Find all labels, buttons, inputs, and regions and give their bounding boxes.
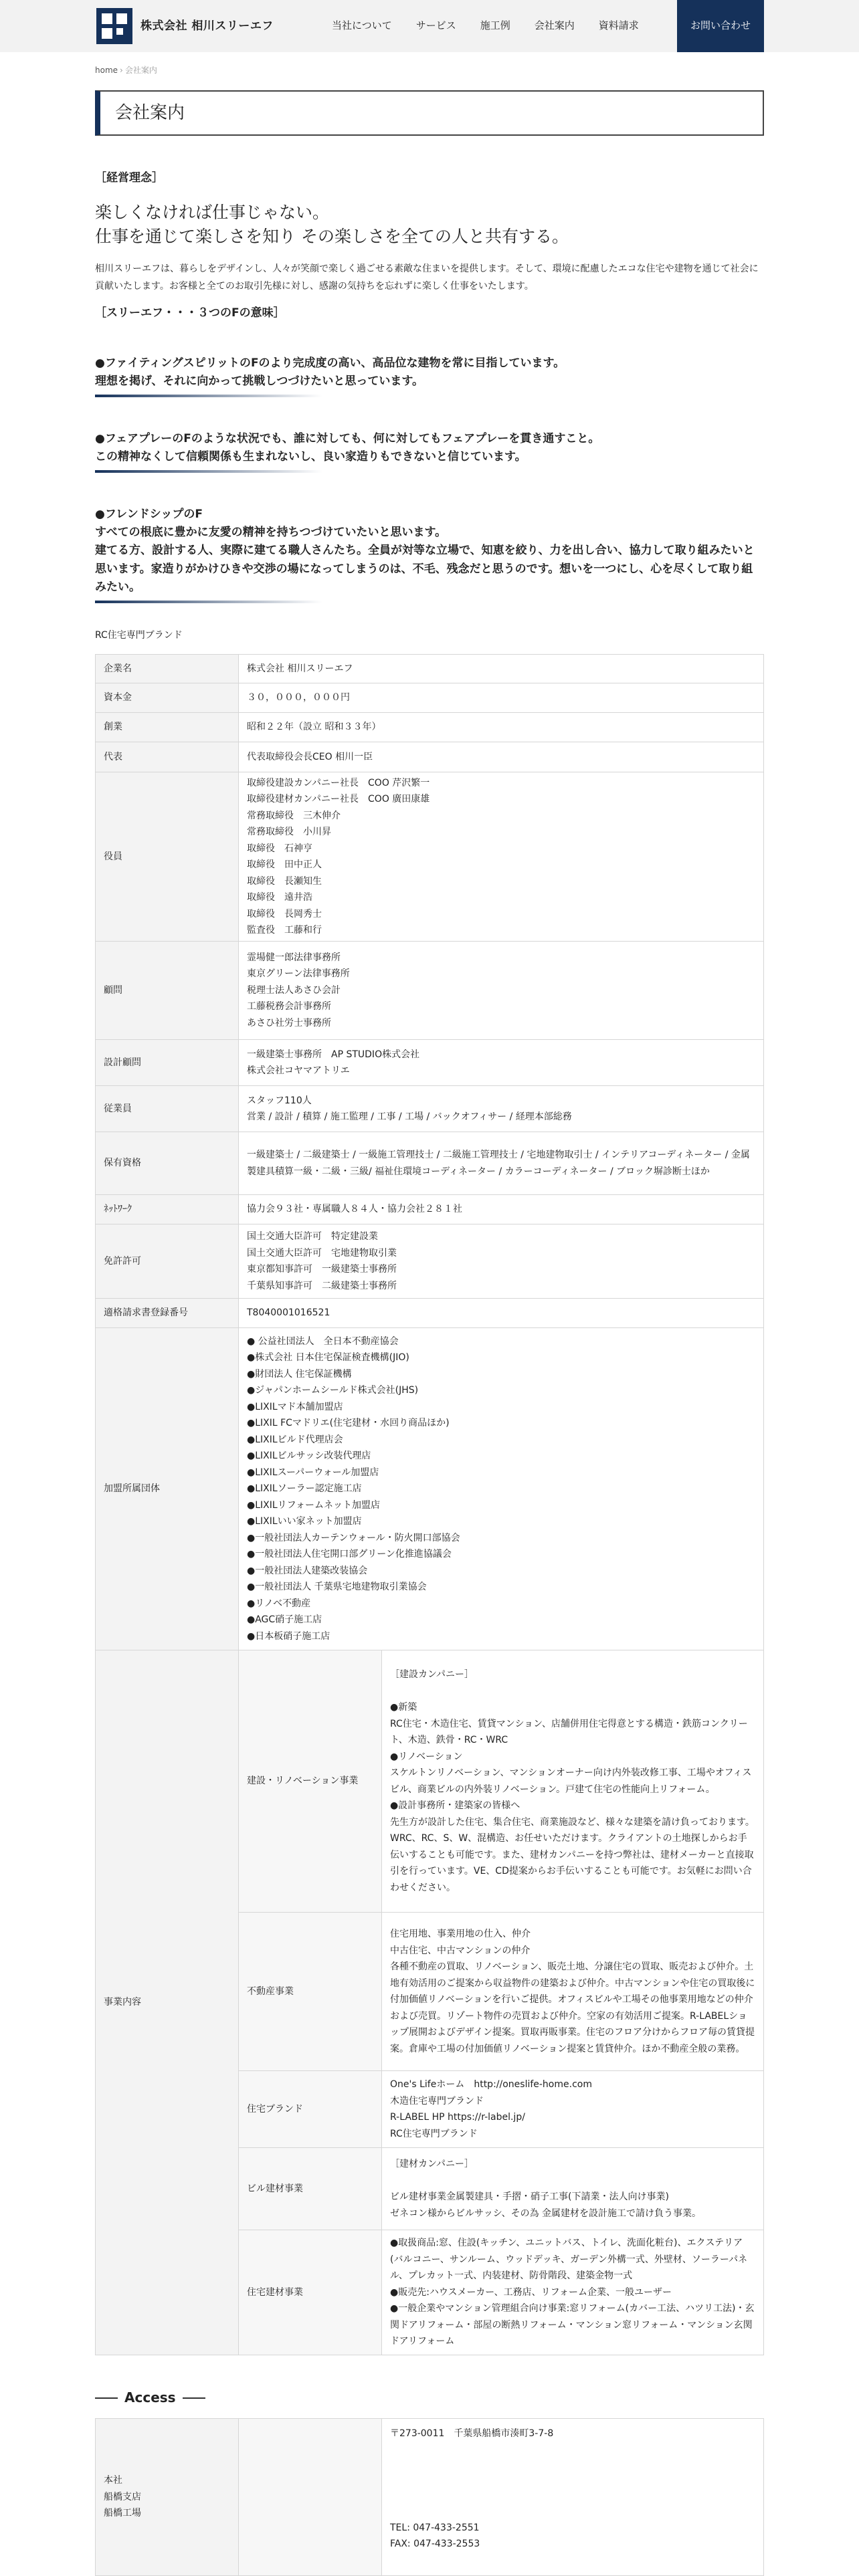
row-key: 免許許可: [96, 1224, 239, 1299]
row-value: 株式会社 相川スリーエフ: [239, 655, 764, 683]
business-subkey: ビル建材事業: [239, 2148, 382, 2230]
access-title: Access: [124, 2389, 176, 2405]
nav-item-works[interactable]: 施工例: [480, 19, 510, 32]
row-value: ● 公益社団法人 全日本不動産協会 ●株式会社 日本住宅保証検査機構(JIO) ●財団法人 住宅保証機構 ●ジャパンホームシールド株式会社(JHS) ●LIXILマド本舗加盟店 ●LIXIL FCマドリエ(住宅建材・水回り商品ほか) ●LIXILビルド代理店会 ●LIXILビルサッシ改装代理店 ●LIXILスーパーウォール加盟店 ●LIXILソーラー認定施工店 ●LIXILリフォームネット加盟店 ●LIXILいい家ネット加盟店 ●一般社団法人カーテンウォール・防火開口部協会 ●一般社団法人住宅開口部グリーン化推進協議会 ●一般社団法人建築改装協会 ●一般社団法人 千葉県宅地建物取引業協会 ●リノベ不動産 ●AGC硝子施工店 ●日本板硝子施工店: [239, 1328, 764, 1650]
f-item-fighting: [95, 354, 764, 397]
nav-item-about[interactable]: 当社について: [332, 19, 392, 32]
philosophy-heading: ［経営理念］: [95, 171, 163, 185]
page-title-box: [95, 90, 764, 136]
f-item-friendship: [95, 506, 764, 603]
row-value: 協力会９３社・専属職人８４人・協力会社２８１社: [239, 1195, 764, 1224]
business-label: 事業内容: [96, 1650, 239, 2355]
access-table: [95, 2418, 764, 2576]
f-item-underline: [95, 601, 322, 603]
f-item-underline: [95, 395, 322, 397]
philosophy-intro: 相川スリーエフは、暮らしをデザインし、人々が笑顔で楽しく過ごせる素敵な住まいを提供します。そして、環境に配慮したエコな住宅や建物を通じて社会に貢献いたします。お客様と全てのお取引先様に対し、感謝の気持ちを忘れずに楽しく仕事をいたします。: [95, 263, 759, 292]
row-value: 取締役建設カンパニー社長 COO 芹沢繁一 取締役建材カンパニー社長 COO 廣田康雄 常務取締役 三木伸介 常務取締役 小川昇 取締役 石神亨 取締役 田中正人 取締役 長瀬知生 取締役 遠井浩 取締役 長岡秀士 監査役 工藤和行: [239, 772, 764, 942]
business-subvalue: ［建材カンパニー］ ビル建材事業金属製建具・手摺・硝子工事(下請業・法人向け事業) ゼネコン様からビルサッシ、その為 金属建材を設計施工で請け負う事業。: [382, 2148, 764, 2230]
table-row: [96, 1299, 764, 1328]
site-logo[interactable]: [96, 8, 274, 44]
table-row: [96, 1224, 764, 1299]
table-row: [96, 1086, 764, 1132]
row-key: 役員: [96, 772, 239, 942]
row-value: T8040001016521: [239, 1299, 764, 1328]
breadcrumb: [95, 64, 157, 77]
f-item-underline: [95, 470, 322, 473]
row-key: 加盟所属団体: [96, 1328, 239, 1650]
access-blank-cell: [239, 2419, 382, 2576]
business-subkey: 不動産事業: [239, 1913, 382, 2071]
access-map-space: [390, 2442, 755, 2520]
row-key: 資本金: [96, 683, 239, 713]
row-value: 代表取締役会長CEO 相川一臣: [239, 742, 764, 772]
f-item-friendship-text: ●フレンドシップのF すべての根底に豊かに友愛の精神を持ちつづけていたいと思います。 建てる方、設計する人、実際に建てる職人さんたち。全員が対等な立場で、知恵を絞り、力を出し合い、協力して取り組みたいと思います。家造りがかけひきや交渉の場になってしまうのは、不毛、残念だと思うのです。想いを一つにし、心を尽くして取り組みたい。: [95, 508, 755, 594]
row-value: 一級建築士 / 二級建築士 / 一級施工管理技士 / 二級施工管理技士 / 宅地建物取引士 / インテリアコーディネーター / 金属製建具積算一級・二級・三級/ 福祉住環境コーディネーター / カラーコーディネーター / ブロック塀診断士ほか: [239, 1132, 764, 1195]
breadcrumb-separator: ›: [120, 66, 123, 75]
table-row: [96, 713, 764, 742]
row-key: ﾈｯﾄﾜｰｸ: [96, 1195, 239, 1224]
business-subkey: 建設・リノベーション事業: [239, 1650, 382, 1913]
access-detail: [382, 2419, 764, 2576]
access-tel[interactable]: TEL: 047-433-2551: [390, 2522, 480, 2533]
table-row: [96, 772, 764, 942]
table-row: [96, 942, 764, 1040]
row-key: 従業員: [96, 1086, 239, 1132]
row-value: 国土交通大臣許可 特定建設業 国土交通大臣許可 宅地建物取引業 東京都知事許可 一級建築士事務所 千葉県知事許可 二級建築士事務所: [239, 1224, 764, 1299]
business-subvalue: One's Lifeホーム http://oneslife-home.com 木造住宅専門ブランド R-LABEL HP https://r-label.jp/ RC住宅専門ブランド: [382, 2071, 764, 2148]
three-f-heading: ［スリーエフ・・・３つのFの意味］: [95, 306, 285, 320]
page-title: 会社案内: [115, 102, 185, 123]
philosophy-statement: [95, 201, 764, 249]
company-name: 株式会社 相川スリーエフ: [140, 19, 274, 33]
f-item-fairplay: [95, 430, 764, 473]
row-key: 代表: [96, 742, 239, 772]
row-value: スタッフ110人 営業 / 設計 / 積算 / 施工監理 / 工事 / 工場 / バックオフィサー / 経理本部総務: [239, 1086, 764, 1132]
business-subvalue: 住宅用地、事業用地の仕入、仲介 中古住宅、中古マンションの仲介 各種不動産の買取、リノベーション、販売土地、分譲住宅の買取、販売および仲介。土地有効活用のご提案から収益物件の建築および仲介。中古マンションや住宅の買取後に付加価値リノベーションを行いご提供。オフィスビルや工場その他事業用地などの仲介および売買。リゾート物件の売買および仲介。空家の有効活用ご提案。R-LABELショップ展開およびデザイン提案。買取再販事業。住宅のフロア分けからフロア毎の賃貸提案。倉庫や工場の付加価値リノベーション提案と賃貸仲介。ほか不動産全般の業務。: [382, 1913, 764, 2071]
nav-item-documents[interactable]: 資料請求: [598, 19, 639, 32]
nav-item-service[interactable]: サービス: [415, 19, 456, 32]
brand-line: RC住宅専門ブランド: [95, 630, 183, 641]
breadcrumb-current: 会社案内: [124, 66, 157, 75]
row-key: 適格請求書登録番号: [96, 1299, 239, 1328]
row-key: 顧問: [96, 942, 239, 1040]
business-subkey: 住宅建材事業: [239, 2230, 382, 2355]
nav-item-company[interactable]: 会社案内: [534, 19, 575, 32]
access-office-label: 本社 船橋支店 船橋工場: [96, 2419, 239, 2576]
table-row: [96, 1650, 764, 1913]
row-key: 企業名: [96, 655, 239, 683]
row-key: 保有資格: [96, 1132, 239, 1195]
table-row: [96, 742, 764, 772]
access-heading-rule-right: [183, 2397, 205, 2399]
row-value: 一級建築士事務所 AP STUDIO株式会社 株式会社コヤマアトリエ: [239, 1040, 764, 1086]
row-value: 昭和２２年（設立 昭和３３年）: [239, 713, 764, 742]
company-info-table: [95, 654, 764, 2355]
row-key: 創業: [96, 713, 239, 742]
f-item-fairplay-text: ●フェアプレーのFのような状況でも、誰に対しても、何に対してもフェアプレーを貫き通すこと。 この精神なくして信頼関係も生まれないし、良い家造りもできないと信じています。: [95, 432, 600, 464]
row-key: 設計顧問: [96, 1040, 239, 1086]
contact-button[interactable]: お問い合わせ: [677, 0, 764, 52]
access-address: 〒273-0011 千葉県船橋市湊町3-7-8: [390, 2428, 554, 2439]
main-nav: [332, 0, 663, 52]
access-fax: FAX: 047-433-2553: [390, 2539, 480, 2549]
table-row: [96, 1132, 764, 1195]
access-heading: [95, 2387, 764, 2408]
table-row: [96, 655, 764, 683]
breadcrumb-home-link[interactable]: home: [95, 66, 118, 75]
philosophy-line-1: 楽しくなければ仕事じゃない。: [95, 203, 330, 222]
site-header: [0, 0, 859, 52]
table-row: [96, 683, 764, 713]
logo-mark-icon: [96, 8, 132, 44]
business-subvalue: ［建設カンパニー］ ●新築 RC住宅・木造住宅、賃貸マンション、店舗併用住宅得意とする構造・鉄筋コンクリート、木造、鉄骨・RC・WRC ●リノベーション スケルトンリノベーション、マンションオーナー向け内外装改修工事、工場やオフィスビル、商業ビルの内外装リノベーション。戸建て住宅の性能向上リフォーム。 ●設計事務所・建築家の皆様へ 先生方が設計した住宅、集合住宅、商業施設など、様々な建築を請け負っております。WRC、RC、S、W、混構造、お任せいただけます。クライアントの土地探しからお手伝いすることも可能です。また、建材カンパニーを持つ弊社は、建材メーカーと直接取引を行っています。VE、CD提案からお手伝いすることも可能です。お気軽にお問い合わせください。: [382, 1650, 764, 1913]
business-subkey: 住宅ブランド: [239, 2071, 382, 2148]
f-item-fighting-text: ●ファイティングスピリットのFのより完成度の高い、高品位な建物を常に目指しています。 理想を掲げ、それに向かって挑戦しつづけたいと思っています。: [95, 356, 565, 389]
philosophy-label: [95, 169, 764, 187]
row-value: 霊場健一郎法律事務所 東京グリーン法律事務所 税理士法人あさひ会計 工藤税務会計事務所 あさひ社労士事務所: [239, 942, 764, 1040]
table-row: [96, 1328, 764, 1650]
business-subvalue: ●取扱商品:窓、住設(キッチン、ユニットバス、トイレ、洗面化粧台)、エクステリア(バルコニー、サンルーム、ウッドデッキ、ガーデン外構一式、外壁材、ソーラーパネル、プレカット一式、内装建材、防骨階段、建築金物一式 ●販売先:ハウスメーカー、工務店、リフォーム企業、一般ユーザー ●一般企業やマンション管理組合向け事業:窓リフォーム(カバー工法、ハツリ工法)・玄関ドアリフォーム・部屋の断熱リフォーム・マンション窓リフォーム・マンション玄関ドアリフォーム: [382, 2230, 764, 2355]
table-row: [96, 2419, 764, 2576]
access-heading-rule-left: [95, 2397, 118, 2399]
table-row: [96, 1195, 764, 1224]
row-value: ３０，０００，０００円: [239, 683, 764, 713]
philosophy-line-2: 仕事を通じて楽しさを知り その楽しさを全ての人と共有する。: [95, 227, 569, 247]
table-row: [96, 1040, 764, 1086]
